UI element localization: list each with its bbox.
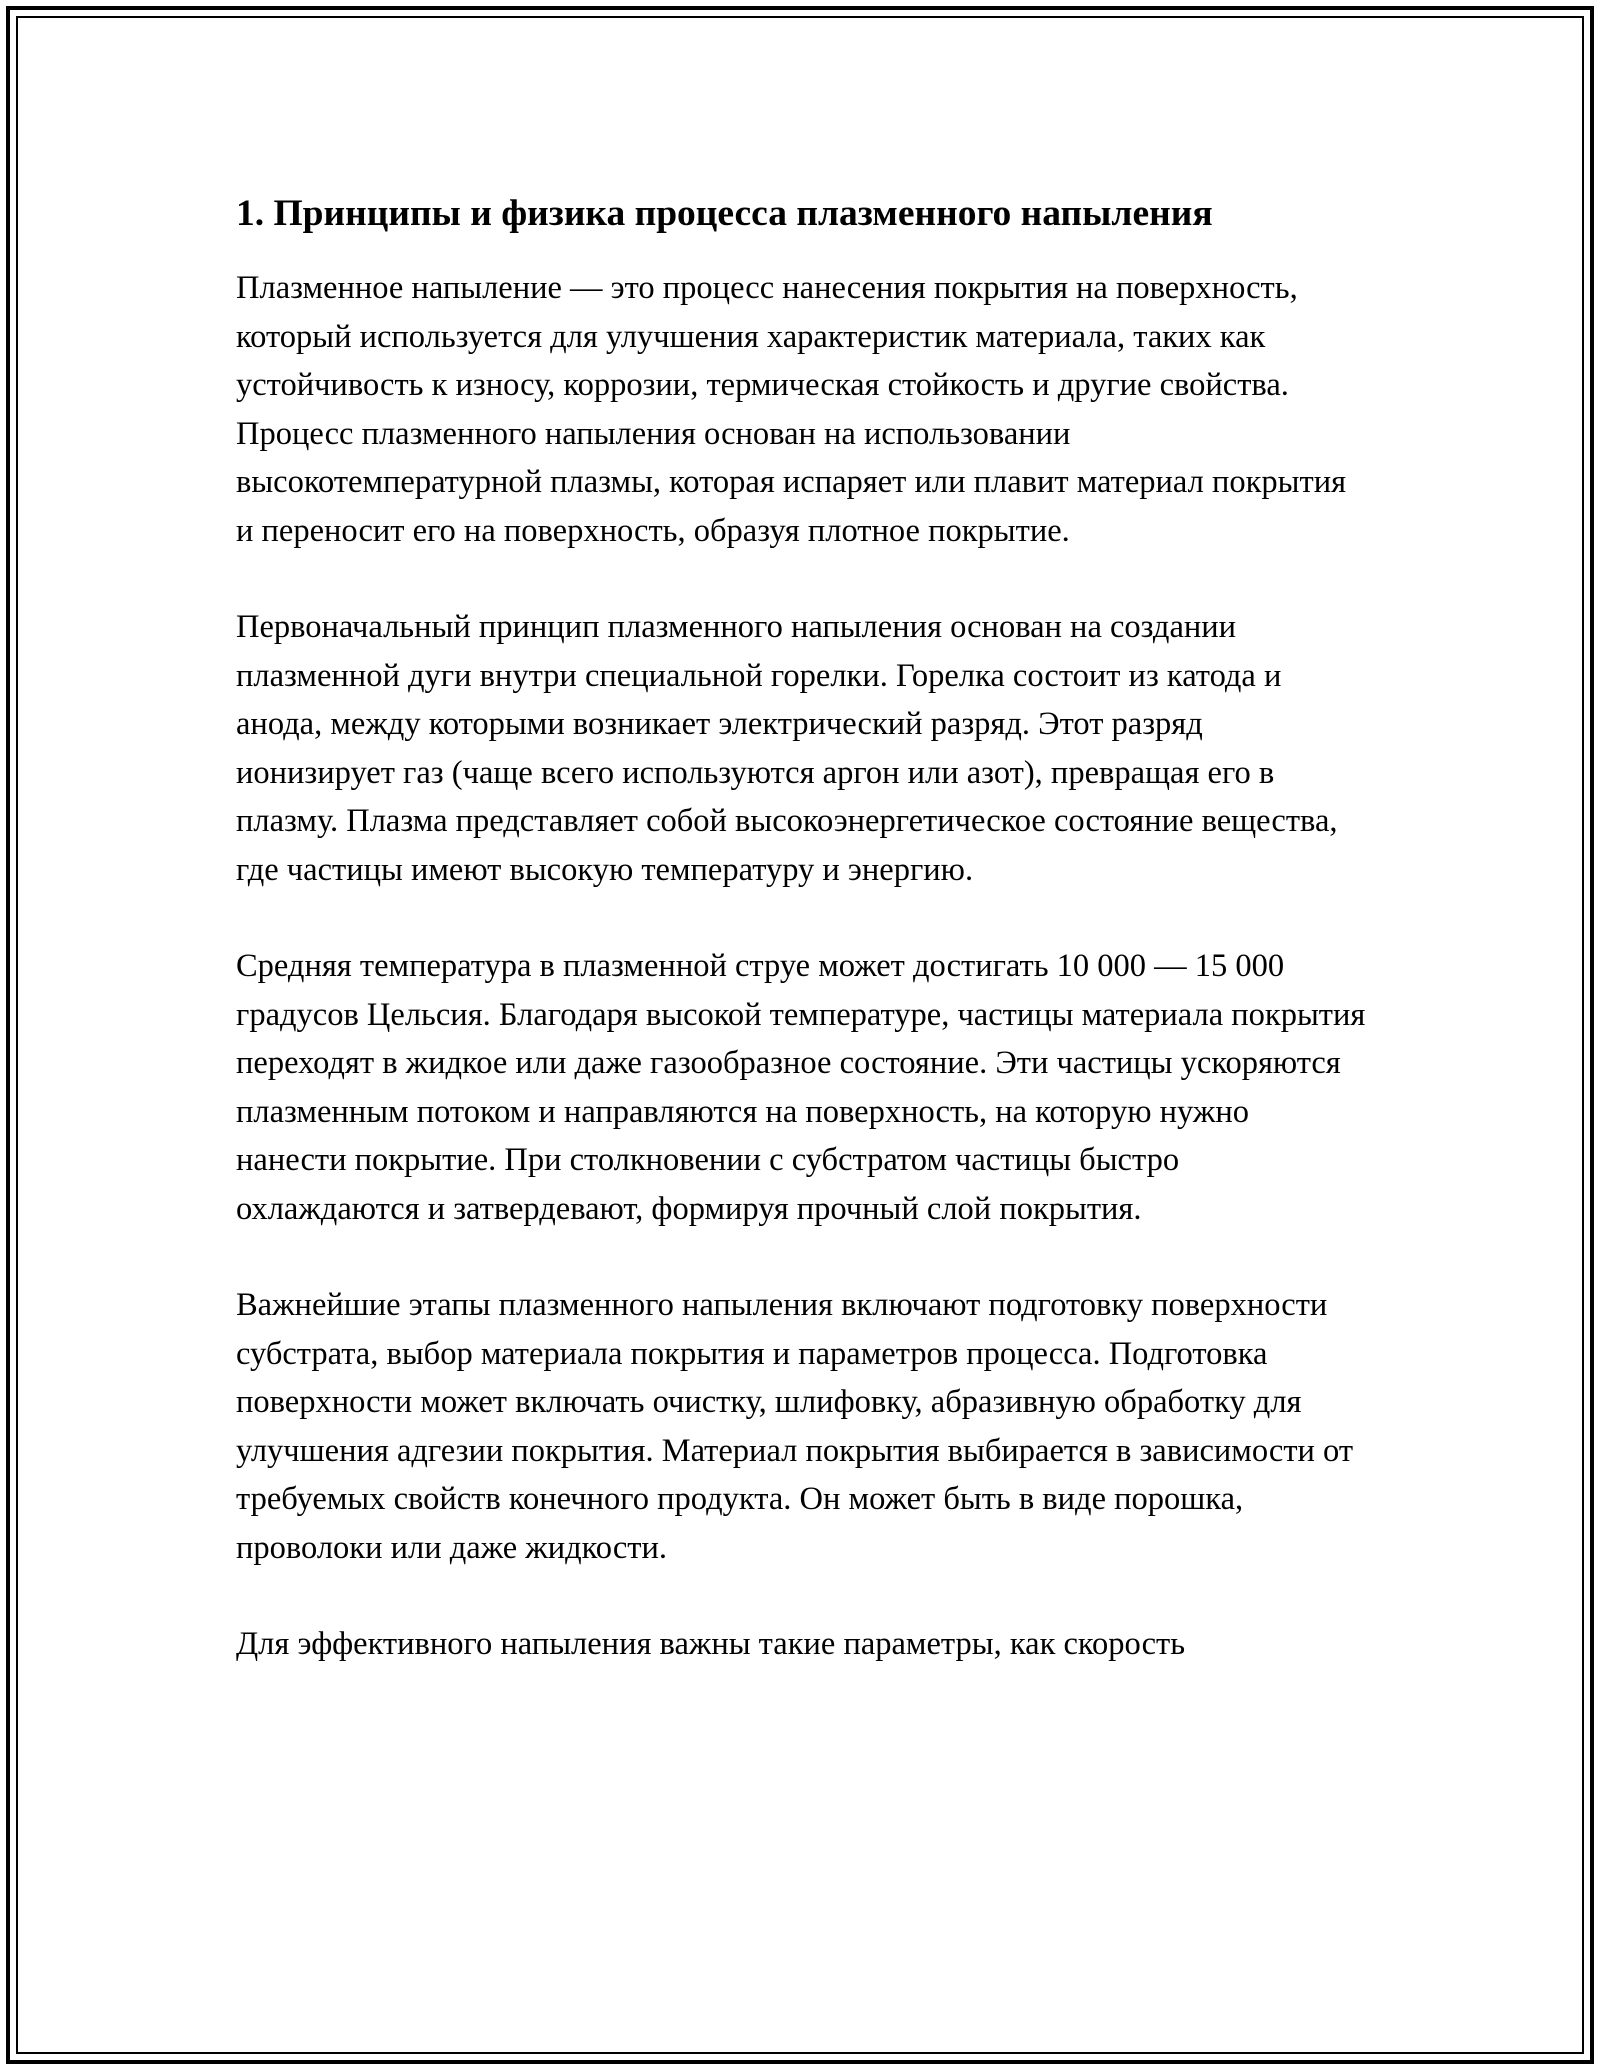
paragraph-3: Средняя температура в плазменной струе может достигать 10 000 — 15 000 градусов Цельсия. Благодаря высокой температуре, частицы материала покрытия переходят в жидкое или даже газообразное состояние. Эти частицы ускоряются плазменным потоком и направляются на поверхность, на которую нужно нанести покрытие. При столкновении с субстратом частицы быстро охлаждаются и затвердевают, формируя прочный слой покрытия. bbox=[236, 948, 1366, 1227]
section-heading: 1. Принципы и физика процесса плазменного напыления bbox=[236, 193, 1213, 234]
paragraph-4: Важнейшие этапы плазменного напыления включают подготовку поверхности субстрата, выбор материала покрытия и параметров процесса. Подготовка поверхности может включать очистку, шлифовку, абразивную обработку для улучшения адгезии покрытия. Материал покрытия выбирается в зависимости от требуемых свойств конечного продукта. Он может быть в виде порошка, проволоки или даже жидкости. bbox=[236, 1287, 1354, 1566]
paragraph-2: Первоначальный принцип плазменного напыления основан на создании плазменной дуги внутри специальной горелки. Горелка состоит из катода и анода, между которыми возникает электрический разряд. Этот разряд ионизирует газ (чаще всего используются аргон или азот), превращая его в плазму. Плазма представляет собой высокоэнергетическое состояние вещества, где частицы имеют высокую температуру и энергию. bbox=[236, 609, 1338, 888]
document-body bbox=[236, 186, 1366, 1717]
paragraph-5: Для эффективного напыления важны такие параметры, как скорость bbox=[236, 1626, 1186, 1662]
paragraph-1: Плазменное напыление — это процесс нанесения покрытия на поверхность, который используется для улучшения характеристик материала, таких как устойчивость к износу, коррозии, термическая стойкость и другие свойства. Процесс плазменного напыления основан на использовании высокотемпературной плазмы, которая испаряет или плавит материал покрытия и переносит его на поверхность, образуя плотное покрытие. bbox=[236, 270, 1347, 549]
